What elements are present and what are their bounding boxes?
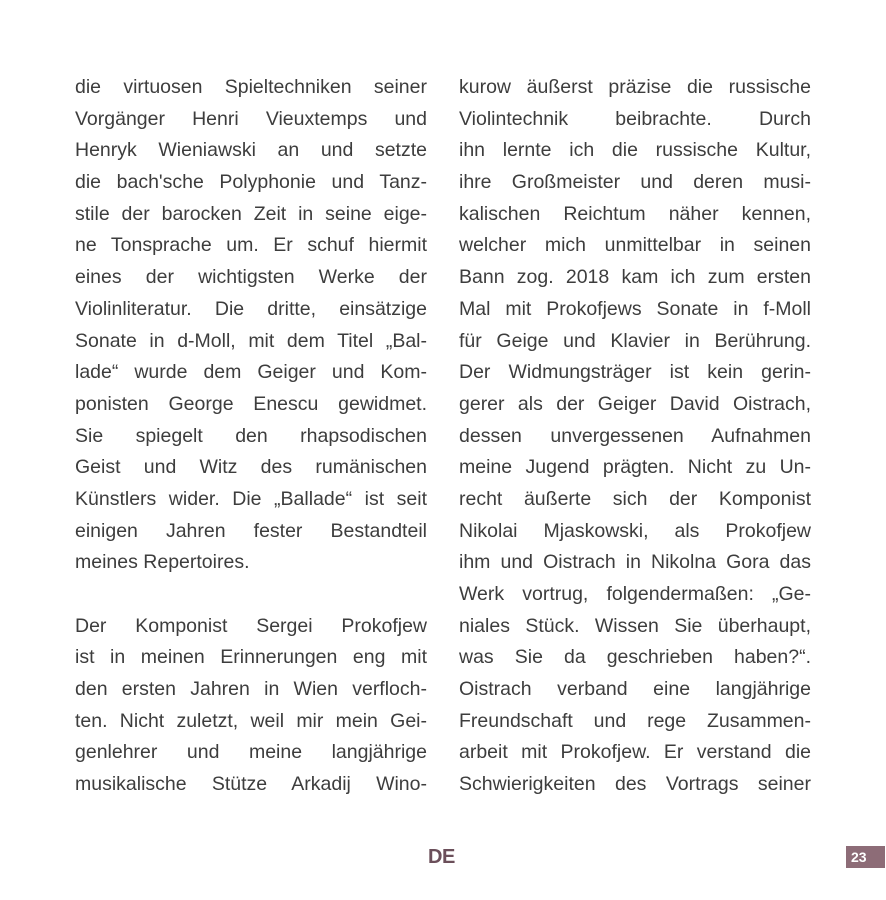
text-line: Mal mit Prokofjews Sonate in f-Moll (459, 297, 811, 320)
text-line: Freundschaft und rege Zusammen- (459, 709, 811, 732)
text-line: Der Widmungsträger ist kein gerin- (459, 361, 811, 384)
text-line: musikalische Stütze Arkadij Wino- (75, 773, 427, 796)
text-line: die virtuosen Spieltechniken seiner (75, 76, 427, 98)
language-label: DE (428, 846, 455, 868)
text-line: für Geige und Klavier in Berührung. (459, 329, 811, 352)
text-line: Schwierigkeiten des Vortrags seiner (459, 773, 811, 796)
text-line: ten. Nicht zuletzt, weil mir mein Gei- (75, 709, 427, 732)
text-line: Henryk Wieniawski an und setzte (75, 139, 427, 162)
text-line: eines der wichtigsten Werke der (75, 266, 427, 289)
text-line: dessen unvergessenen Aufnahmen (459, 424, 811, 447)
text-line: Violintechnik beibrachte. Durch (459, 107, 811, 130)
text-line: Geist und Witz des rumänischen (75, 456, 427, 479)
text-line: kurow äußerst präzise die russische (459, 76, 811, 98)
text-line: Der Komponist Sergei Prokofjew (75, 614, 427, 637)
text-line: den ersten Jahren in Wien verfloch- (75, 678, 427, 701)
text-line: was Sie da geschrieben haben?“. (459, 646, 811, 669)
text-line: ist in meinen Erinnerungen eng mit (75, 646, 427, 669)
text-line: arbeit mit Prokofjew. Er verstand die (459, 741, 811, 764)
text-line: Bann zog. 2018 kam ich zum ersten (459, 266, 811, 289)
text-line: recht äußerte sich der Komponist (459, 487, 811, 510)
text-line: Oistrach verband eine langjährige (459, 678, 811, 701)
text-line: meines Repertoires. (75, 551, 250, 574)
text-line: Violinliteratur. Die dritte, einsätzige (75, 297, 427, 320)
text-line: welcher mich unmittelbar in seinen (459, 234, 811, 257)
text-line: genlehrer und meine langjährige (75, 741, 427, 764)
text-line: ponisten George Enescu gewidmet. (75, 392, 427, 415)
text-line: Sie spiegelt den rhapsodischen (75, 424, 427, 447)
text-line: ihn lernte ich die russische Kultur, (459, 139, 811, 162)
text-line: Vorgänger Henri Vieuxtemps und (75, 107, 427, 130)
text-line: gerer als der Geiger David Oistrach, (459, 392, 811, 415)
text-line: Nikolai Mjaskowski, als Prokofjew (459, 519, 811, 542)
text-column-right (459, 72, 811, 801)
paragraph-gap (75, 579, 427, 611)
text-line: niales Stück. Wissen Sie überhaupt, (459, 614, 811, 637)
text-line: lade“ wurde dem Geiger und Kom- (75, 361, 427, 384)
text-line: stile der barocken Zeit in seine eige- (75, 202, 427, 225)
text-line: kalischen Reichtum näher kennen, (459, 202, 811, 225)
text-column-left (75, 72, 427, 801)
text-line: einigen Jahren fester Bestandteil (75, 519, 427, 542)
page-number-badge: 23 (846, 846, 885, 868)
text-line: ne Tonsprache um. Er schuf hiermit (75, 234, 427, 257)
text-line: Künstlers wider. Die „Ballade“ ist seit (75, 487, 427, 510)
text-line: meine Jugend prägten. Nicht zu Un- (459, 456, 811, 479)
text-line: Werk vortrug, folgendermaßen: „Ge- (459, 583, 811, 605)
text-line: die bach'sche Polyphonie und Tanz- (75, 171, 427, 194)
text-line: ihre Großmeister und deren musi- (459, 171, 811, 194)
text-line: ihm und Oistrach in Nikolna Gora das (459, 551, 811, 574)
text-line: Sonate in d-Moll, mit dem Titel „Bal- (75, 329, 427, 352)
